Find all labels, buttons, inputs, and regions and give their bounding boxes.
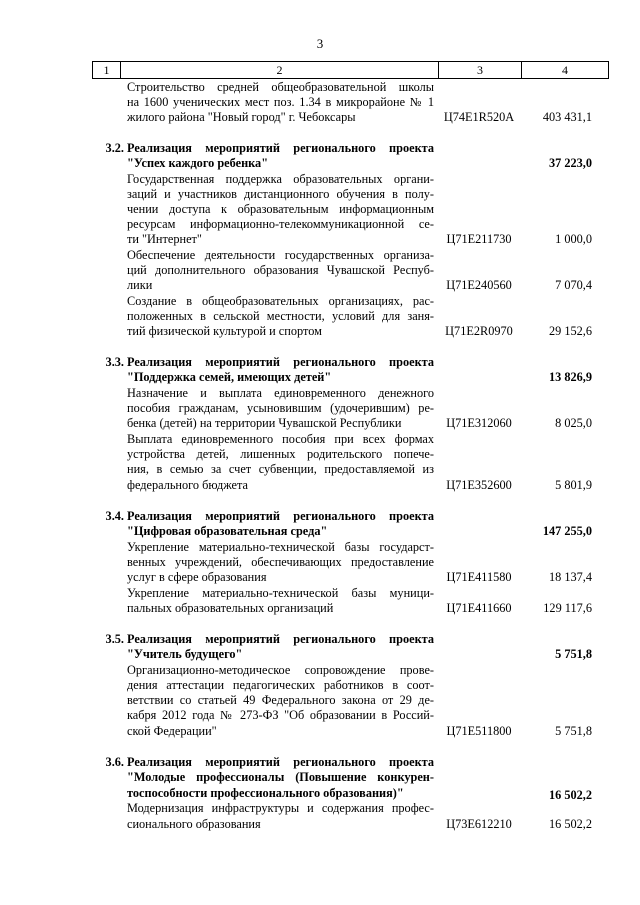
budget-code: Ц71E511800 bbox=[446, 724, 512, 738]
section-title-line: Реализация мероприятий регионального проекта bbox=[127, 509, 434, 523]
amount: 1 000,0 bbox=[555, 232, 592, 246]
budget-code: Ц71E411580 bbox=[446, 570, 512, 584]
section-total: 5 751,8 bbox=[555, 647, 592, 661]
item-line: лики bbox=[127, 278, 153, 292]
item-line: Создание в общеобразовательных организациях, рас- bbox=[127, 294, 434, 308]
amount: 5 801,9 bbox=[555, 478, 592, 492]
page-number: 3 bbox=[316, 36, 324, 51]
section-title-line: Реализация мероприятий регионального проекта bbox=[127, 632, 434, 646]
section-title-line: "Молодые профессионалы (Повышение конкурен- bbox=[127, 770, 434, 784]
section-total: 147 255,0 bbox=[542, 524, 592, 538]
item-line: Модернизация инфраструктуры и содержания профес- bbox=[127, 801, 434, 815]
item-line: пособия гражданам, усыновившим (удочерившим) ре- bbox=[127, 401, 434, 415]
amount: 5 751,8 bbox=[555, 724, 592, 738]
item-line: Назначение и выплата единовременного денежного bbox=[127, 386, 434, 400]
section-title-line: "Успех каждого ребенка" bbox=[127, 156, 269, 170]
intro-line: Строительство средней общеобразовательной школы bbox=[127, 80, 434, 94]
section-number: 3.2. bbox=[105, 141, 124, 155]
section-title-line: Реализация мероприятий регионального проекта bbox=[127, 755, 434, 769]
section-title-line: тоспособности профессионального образования)" bbox=[127, 786, 404, 800]
budget-code: Ц74E1R520A bbox=[443, 110, 515, 124]
item-line: ской Федерации" bbox=[127, 724, 217, 738]
header-col-3: 3 bbox=[439, 62, 522, 78]
item-line: Выплата единовременного пособия при всех формах bbox=[127, 432, 434, 446]
item-line: ния, в семью за счет субвенции, предоставляемой из bbox=[127, 462, 434, 476]
section-total: 16 502,2 bbox=[548, 788, 592, 802]
item-line: Укрепление материально-технической базы муници- bbox=[127, 586, 434, 600]
section-number: 3.5. bbox=[105, 632, 124, 646]
amount: 18 137,4 bbox=[548, 570, 592, 584]
section-total: 13 826,9 bbox=[548, 370, 592, 384]
item-line: ветствии со статьей 49 Федерального закона от 29 де- bbox=[127, 693, 434, 707]
budget-code: Ц71E2R0970 bbox=[445, 324, 513, 338]
item-line: услуг в сфере образования bbox=[127, 570, 267, 584]
item-line: ций дополнительного образования Чувашской Респуб- bbox=[127, 263, 434, 277]
amount: 7 070,4 bbox=[555, 278, 592, 292]
section-title-line: "Цифровая образовательная среда" bbox=[127, 524, 328, 538]
section-number: 3.3. bbox=[105, 355, 124, 369]
item-line: федерального бюджета bbox=[127, 478, 248, 492]
header-col-2: 2 bbox=[121, 62, 439, 78]
item-line: положенных в сельской местности, условий для заня- bbox=[127, 309, 434, 323]
item-line: сионального образования bbox=[127, 817, 261, 831]
item-line: ресурсам информационно-телекоммуникационной се- bbox=[127, 217, 434, 231]
item-line: тий физической культурой и спортом bbox=[127, 324, 322, 338]
section-total: 37 223,0 bbox=[548, 156, 592, 170]
section-title-line: Реализация мероприятий регионального проекта bbox=[127, 355, 434, 369]
budget-code: Ц71E211730 bbox=[446, 232, 512, 246]
intro-line: жилого района "Новый город" г. Чебоксары bbox=[127, 110, 356, 124]
budget-code: Ц71E240560 bbox=[446, 278, 512, 292]
item-line: венных учреждений, обеспечивающих предоставление bbox=[127, 555, 434, 569]
item-line: бенка (детей) на территории Чувашской Республики bbox=[127, 416, 402, 430]
header-col-1: 1 bbox=[93, 62, 121, 78]
intro-line: на 1600 ученических мест поз. 1.34 в микрорайоне № 1 bbox=[127, 95, 434, 109]
item-line: ти "Интернет" bbox=[127, 232, 202, 246]
header-col-4: 4 bbox=[562, 63, 568, 77]
amount: 16 502,2 bbox=[548, 817, 592, 831]
item-line: Организационно-методическое сопровождение прове- bbox=[127, 663, 434, 677]
item-line: устройства детей, лишенных родительского попече- bbox=[127, 447, 434, 461]
item-line: дения аттестации педагогических работников в соот- bbox=[127, 678, 434, 692]
amount: 403 431,1 bbox=[542, 110, 592, 124]
item-line: чении доступа к образовательным информационным bbox=[127, 202, 434, 216]
budget-code: Ц73E612210 bbox=[446, 817, 512, 831]
section-title-line: Реализация мероприятий регионального проекта bbox=[127, 141, 434, 155]
amount: 29 152,6 bbox=[548, 324, 592, 338]
item-line: Обеспечение деятельности государственных организа- bbox=[127, 248, 434, 262]
item-line: заций и участников дистанционного обучения в полу- bbox=[127, 187, 434, 201]
item-line: Государственная поддержка образовательных органи- bbox=[127, 172, 434, 186]
budget-code: Ц71E312060 bbox=[446, 416, 512, 430]
section-number: 3.4. bbox=[105, 509, 124, 523]
item-line: пальных образовательных организаций bbox=[127, 601, 334, 615]
budget-code: Ц71E411660 bbox=[446, 601, 512, 615]
section-number: 3.6. bbox=[105, 755, 124, 769]
table-header bbox=[92, 61, 609, 79]
amount: 129 117,6 bbox=[543, 601, 592, 615]
budget-code: Ц71E352600 bbox=[446, 478, 512, 492]
section-title-line: "Учитель будущего" bbox=[127, 647, 243, 661]
item-line: кабря 2012 года № 273-ФЗ "Об образовании в Россий- bbox=[127, 708, 434, 722]
section-title-line: "Поддержка семей, имеющих детей" bbox=[127, 370, 332, 384]
amount: 8 025,0 bbox=[555, 416, 592, 430]
item-line: Укрепление материально-технической базы государст- bbox=[127, 540, 434, 554]
